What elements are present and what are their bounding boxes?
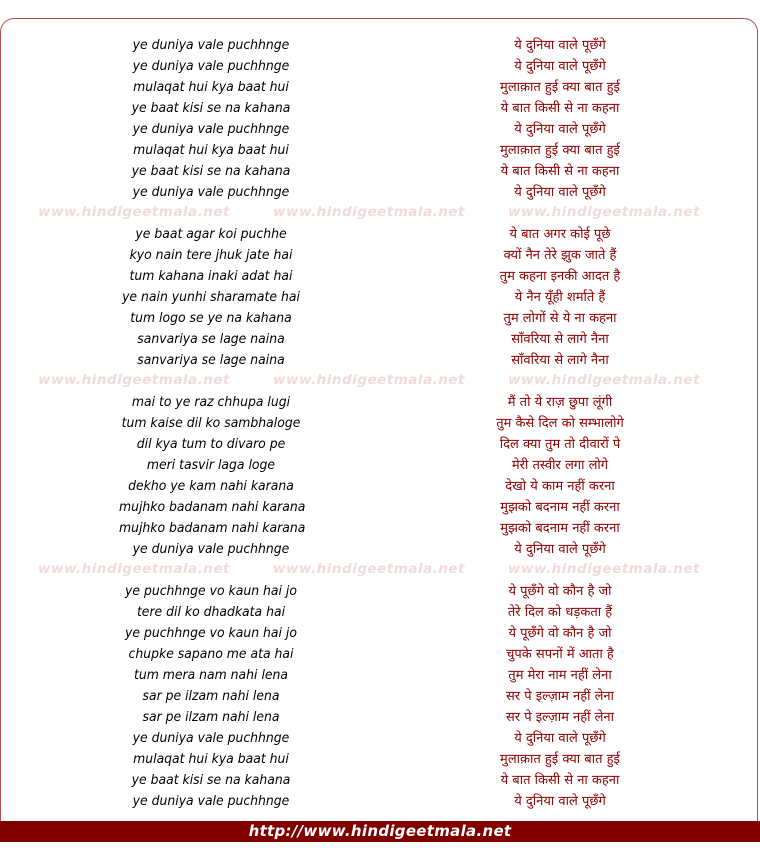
lyric-line: चुपके सपनों में आता है [506, 647, 614, 662]
lyric-line: ye baat kisi se na kahana [131, 163, 291, 179]
lyric-line: ये दुनिया वाले पूछँगे [514, 122, 606, 137]
blank-line [119, 203, 303, 224]
lyric-line: mujhko badanam nahi karana [119, 520, 306, 536]
watermark-text: www.hindigeetmala.net [38, 372, 231, 388]
lyric-line: ये नैन यूँही शर्माते हैं [514, 290, 606, 305]
lyric-line: ye puchhnge vo kaun hai jo [125, 583, 297, 599]
lyric-line: mai to ye raz chhupa lugi [131, 394, 291, 410]
lyric-line: ye duniya vale puchhnge [132, 730, 290, 746]
lyric-line: ये दुनिया वाले पूछँगे [514, 59, 606, 74]
lyric-line: मुलाक़ात हुई क्या बात हुई [500, 752, 620, 767]
lyric-line: tum logo se ye na kahana [130, 310, 292, 326]
lyric-line: mulaqat hui kya baat hui [133, 751, 289, 767]
lyric-line: sar pe ilzam nahi lena [142, 688, 280, 704]
lyric-line: दिल क्या तुम तो दीवारों पे [499, 437, 621, 452]
lyric-line: ये पूछँगे वो कौन है जो [508, 584, 612, 599]
lyric-line: ye nain yunhi sharamate hai [122, 289, 300, 305]
lyric-line: tum kahana inaki adat hai [129, 268, 293, 284]
watermark-text: www.hindigeetmala.net [273, 561, 466, 577]
watermark-text: www.hindigeetmala.net [508, 561, 701, 577]
lyric-line: ye duniya vale puchhnge [132, 121, 290, 137]
lyric-line: sanvariya se lage naina [137, 352, 285, 368]
lyric-line: ये बात किसी से ना कहना [500, 101, 620, 116]
romanized-lyrics-column [111, 35, 311, 812]
lyric-line: ये दुनिया वाले पूछँगे [514, 185, 606, 200]
lyric-line: tere dil ko dhadkata hai [136, 604, 286, 620]
lyric-line: तुम लोगों से ये ना कहना [503, 311, 617, 326]
lyric-line: dekho ye kam nahi karana [128, 478, 294, 494]
lyric-line: ye duniya vale puchhnge [132, 37, 290, 53]
lyric-line: ye baat agar koi puchhe [135, 226, 287, 242]
watermark-text: www.hindigeetmala.net [273, 372, 466, 388]
lyric-line: मैं तो ये राज़ छुपा लूंगी [507, 395, 613, 410]
lyric-line: ये बात किसी से ना कहना [500, 164, 620, 179]
lyric-line: meri tasvir laga loge [146, 457, 276, 473]
lyric-line: साँवरिया से लागे नैना [511, 332, 609, 347]
footer-url[interactable]: http://www.hindigeetmala.net [248, 822, 512, 840]
footer-bar [0, 821, 760, 842]
lyric-line: ye baat kisi se na kahana [131, 772, 291, 788]
lyric-line: तुम कहना इनकी आदत है [499, 269, 621, 284]
lyric-line: sanvariya se lage naina [137, 331, 285, 347]
blank-line [119, 560, 303, 581]
blank-line [460, 560, 660, 581]
lyric-line: तेरे दिल को धड़कता हैं [507, 605, 613, 620]
lyric-line: ये बात किसी से ना कहना [500, 773, 620, 788]
watermark-text: www.hindigeetmala.net [273, 204, 466, 220]
lyric-line: ye baat kisi se na kahana [131, 100, 291, 116]
hindi-lyrics-column [460, 35, 660, 812]
lyric-line: मुलाक़ात हुई क्या बात हुई [500, 80, 620, 95]
lyric-line: ये बात अगर कोई पूछे [509, 227, 611, 242]
lyric-line: ये दुनिया वाले पूछँगे [514, 794, 606, 809]
watermark-text: www.hindigeetmala.net [38, 204, 231, 220]
watermark-text: www.hindigeetmala.net [508, 372, 701, 388]
lyric-line: mujhko badanam nahi karana [119, 499, 306, 515]
lyric-line: ye duniya vale puchhnge [132, 541, 290, 557]
lyric-line: सर पे इल्ज़ाम नहीं लेना [505, 689, 615, 704]
lyric-line: ये दुनिया वाले पूछँगे [514, 542, 606, 557]
lyric-line: मुझको बदनाम नहीं करना [500, 521, 620, 536]
lyric-line: ये पूछँगे वो कौन है जो [508, 626, 612, 641]
lyric-line: tum mera nam nahi lena [133, 667, 289, 683]
lyric-line: ये दुनिया वाले पूछँगे [514, 731, 606, 746]
blank-line [119, 371, 303, 392]
lyric-line: क्यों नैन तेरे झुक जाते हैं [503, 248, 617, 263]
lyric-line: देखो ये काम नहीं करना [505, 479, 615, 494]
watermark-text: www.hindigeetmala.net [508, 204, 701, 220]
lyric-line: tum kaise dil ko sambhaloge [121, 415, 301, 431]
lyric-line: chupke sapano me ata hai [128, 646, 294, 662]
lyric-line: मेरी तस्वीर लगा लोगे [511, 458, 609, 473]
lyric-line: ye duniya vale puchhnge [132, 793, 290, 809]
blank-line [460, 203, 660, 224]
blank-line [460, 371, 660, 392]
watermark-text: www.hindigeetmala.net [38, 561, 231, 577]
lyric-line: तुम कैसे दिल को सम्भालोगे [496, 416, 624, 431]
lyric-line: ye puchhnge vo kaun hai jo [125, 625, 297, 641]
lyric-line: तुम मेरा नाम नहीं लेना [508, 668, 612, 683]
lyric-line: ye duniya vale puchhnge [132, 58, 290, 74]
lyric-line: सर पे इल्ज़ाम नहीं लेना [505, 710, 615, 725]
lyric-line: ye duniya vale puchhnge [132, 184, 290, 200]
lyric-line: sar pe ilzam nahi lena [142, 709, 280, 725]
lyric-line: kyo nain tere jhuk jate hai [129, 247, 293, 263]
lyric-line: mulaqat hui kya baat hui [133, 142, 289, 158]
lyric-line: मुझको बदनाम नहीं करना [500, 500, 620, 515]
lyric-line: साँवरिया से लागे नैना [511, 353, 609, 368]
lyric-line: mulaqat hui kya baat hui [133, 79, 289, 95]
lyric-line: dil kya tum to divaro pe [136, 436, 286, 452]
lyric-line: ये दुनिया वाले पूछँगे [514, 38, 606, 53]
lyric-line: मुलाक़ात हुई क्या बात हुई [500, 143, 620, 158]
